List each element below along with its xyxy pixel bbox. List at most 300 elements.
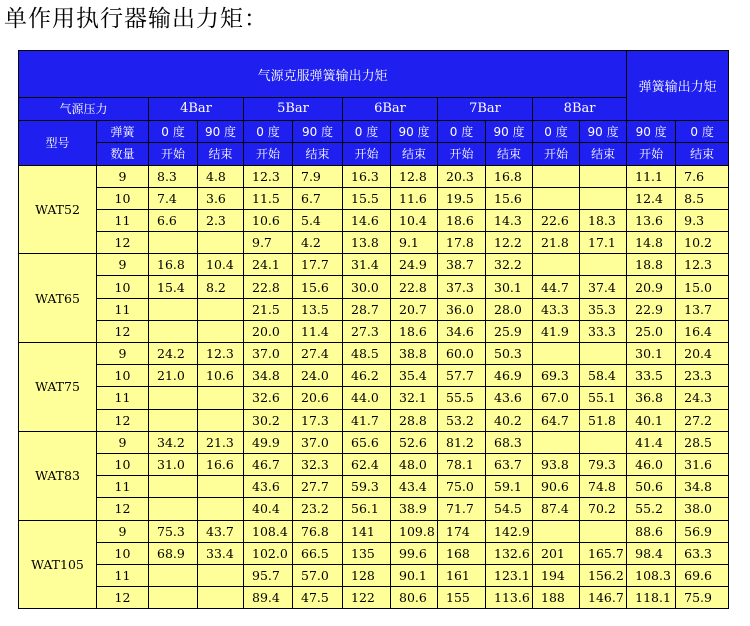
spring-count-cell: 11 xyxy=(97,387,149,409)
torque-value-cell: 201 xyxy=(533,542,580,564)
torque-value-cell: 40.1 xyxy=(627,409,676,431)
torque-value-cell: 37.0 xyxy=(244,343,293,365)
torque-value-cell: 25.9 xyxy=(486,320,533,342)
torque-value-cell: 70.2 xyxy=(580,498,627,520)
torque-value-cell: 16.4 xyxy=(676,320,729,342)
torque-value-cell: 24.2 xyxy=(149,343,198,365)
torque-value-cell: 161 xyxy=(438,564,486,586)
torque-value-cell: 79.3 xyxy=(580,453,627,475)
start-header: 开始 xyxy=(244,143,293,166)
torque-value-cell: 113.6 xyxy=(486,587,533,609)
torque-value-cell: 10.2 xyxy=(676,232,729,254)
torque-value-cell: 16.8 xyxy=(486,165,533,187)
torque-value-cell: 27.3 xyxy=(343,320,391,342)
torque-value-cell: 37.4 xyxy=(580,276,627,298)
torque-value-cell: 67.0 xyxy=(533,387,580,409)
torque-value-cell xyxy=(198,564,244,586)
model-name-cell: WAT83 xyxy=(19,431,97,520)
torque-value-cell: 43.6 xyxy=(486,387,533,409)
torque-value-cell: 28.8 xyxy=(391,409,438,431)
torque-value-cell: 63.7 xyxy=(486,453,533,475)
torque-value-cell: 17.7 xyxy=(293,254,343,276)
torque-value-cell xyxy=(580,343,627,365)
torque-value-cell: 30.0 xyxy=(343,276,391,298)
torque-value-cell: 3.6 xyxy=(198,187,244,209)
deg90-header: 90 度 xyxy=(580,120,627,143)
table-row xyxy=(19,431,729,453)
torque-value-cell: 156.2 xyxy=(580,564,627,586)
end-header: 结束 xyxy=(580,143,627,166)
deg0-header: 0 度 xyxy=(149,120,198,143)
torque-value-cell: 46.0 xyxy=(627,453,676,475)
torque-value-cell xyxy=(149,320,198,342)
torque-value-cell: 30.1 xyxy=(486,276,533,298)
torque-value-cell xyxy=(533,343,580,365)
table-row xyxy=(19,520,729,542)
torque-value-cell xyxy=(533,165,580,187)
torque-value-cell: 9.1 xyxy=(391,232,438,254)
torque-value-cell: 78.1 xyxy=(438,453,486,475)
torque-value-cell: 23.2 xyxy=(293,498,343,520)
torque-value-cell: 27.4 xyxy=(293,343,343,365)
torque-value-cell: 15.5 xyxy=(343,187,391,209)
torque-value-cell: 16.6 xyxy=(198,453,244,475)
torque-value-cell: 63.3 xyxy=(676,542,729,564)
torque-value-cell: 24.1 xyxy=(244,254,293,276)
torque-value-cell: 4.2 xyxy=(293,232,343,254)
torque-value-cell: 11.1 xyxy=(627,165,676,187)
torque-value-cell: 81.2 xyxy=(438,431,486,453)
torque-table xyxy=(18,50,729,609)
start-header: 开始 xyxy=(149,143,198,166)
torque-value-cell: 9.7 xyxy=(244,232,293,254)
torque-value-cell xyxy=(580,165,627,187)
torque-value-cell: 13.8 xyxy=(343,232,391,254)
spring-count-cell: 12 xyxy=(97,409,149,431)
torque-value-cell: 108.4 xyxy=(244,520,293,542)
torque-value-cell: 32.6 xyxy=(244,387,293,409)
torque-value-cell: 56.9 xyxy=(676,520,729,542)
end-header: 结束 xyxy=(293,143,343,166)
torque-value-cell: 22.9 xyxy=(627,298,676,320)
torque-value-cell: 155 xyxy=(438,587,486,609)
torque-value-cell: 35.4 xyxy=(391,365,438,387)
spring-count-cell: 10 xyxy=(97,542,149,564)
torque-value-cell xyxy=(580,520,627,542)
torque-value-cell: 123.1 xyxy=(486,564,533,586)
torque-value-cell xyxy=(198,387,244,409)
torque-value-cell: 2.3 xyxy=(198,209,244,231)
torque-value-cell xyxy=(198,320,244,342)
torque-value-cell: 16.3 xyxy=(343,165,391,187)
torque-value-cell: 55.1 xyxy=(580,387,627,409)
torque-value-cell: 12.2 xyxy=(486,232,533,254)
spring-count-cell: 11 xyxy=(97,564,149,586)
torque-value-cell: 55.2 xyxy=(627,498,676,520)
torque-value-cell: 12.3 xyxy=(676,254,729,276)
table-row xyxy=(19,254,729,276)
torque-value-cell: 43.6 xyxy=(244,476,293,498)
spring-count-cell: 11 xyxy=(97,298,149,320)
table-row xyxy=(19,453,729,475)
table-row xyxy=(19,542,729,564)
torque-value-cell: 21.8 xyxy=(533,232,580,254)
torque-value-cell: 58.4 xyxy=(580,365,627,387)
start-header: 开始 xyxy=(438,143,486,166)
torque-value-cell: 31.0 xyxy=(149,453,198,475)
torque-value-cell xyxy=(198,476,244,498)
torque-value-cell xyxy=(149,476,198,498)
torque-value-cell: 43.3 xyxy=(533,298,580,320)
torque-value-cell: 20.6 xyxy=(293,387,343,409)
torque-value-cell: 75.3 xyxy=(149,520,198,542)
deg90-header: 90 度 xyxy=(391,120,438,143)
torque-value-cell xyxy=(580,431,627,453)
pressure-8bar-header: 8Bar xyxy=(533,98,627,121)
deg90-header: 90 度 xyxy=(627,120,676,143)
torque-value-cell xyxy=(149,232,198,254)
table-row xyxy=(19,476,729,498)
torque-value-cell: 64.7 xyxy=(533,409,580,431)
torque-value-cell: 20.0 xyxy=(244,320,293,342)
torque-value-cell: 31.6 xyxy=(676,453,729,475)
spring-count-cell: 9 xyxy=(97,254,149,276)
torque-value-cell: 11.4 xyxy=(293,320,343,342)
table-row xyxy=(19,387,729,409)
torque-value-cell: 15.6 xyxy=(486,187,533,209)
torque-value-cell: 17.3 xyxy=(293,409,343,431)
torque-value-cell: 69.6 xyxy=(676,564,729,586)
torque-value-cell xyxy=(533,187,580,209)
torque-value-cell: 18.6 xyxy=(391,320,438,342)
torque-value-cell: 80.6 xyxy=(391,587,438,609)
torque-value-cell: 10.4 xyxy=(391,209,438,231)
spring-count-cell: 11 xyxy=(97,476,149,498)
torque-value-cell: 44.7 xyxy=(533,276,580,298)
torque-value-cell: 34.8 xyxy=(676,476,729,498)
spring-count-cell: 12 xyxy=(97,232,149,254)
torque-value-cell: 57.0 xyxy=(293,564,343,586)
torque-value-cell: 46.2 xyxy=(343,365,391,387)
torque-value-cell: 15.4 xyxy=(149,276,198,298)
torque-value-cell: 135 xyxy=(343,542,391,564)
torque-value-cell: 68.9 xyxy=(149,542,198,564)
model-name-cell: WAT75 xyxy=(19,343,97,432)
torque-value-cell: 14.6 xyxy=(343,209,391,231)
torque-value-cell: 54.5 xyxy=(486,498,533,520)
torque-value-cell: 46.7 xyxy=(244,453,293,475)
torque-value-cell: 21.3 xyxy=(198,431,244,453)
torque-value-cell: 57.7 xyxy=(438,365,486,387)
start-header: 开始 xyxy=(533,143,580,166)
torque-value-cell: 37.3 xyxy=(438,276,486,298)
torque-value-cell: 27.2 xyxy=(676,409,729,431)
spring-qty-header-line2: 数量 xyxy=(97,143,149,166)
end-header: 结束 xyxy=(676,143,729,166)
torque-value-cell: 43.7 xyxy=(198,520,244,542)
torque-value-cell xyxy=(198,409,244,431)
torque-value-cell: 25.0 xyxy=(627,320,676,342)
torque-value-cell: 28.7 xyxy=(343,298,391,320)
torque-value-cell: 8.5 xyxy=(676,187,729,209)
torque-value-cell: 36.8 xyxy=(627,387,676,409)
torque-value-cell: 14.3 xyxy=(486,209,533,231)
torque-value-cell: 20.3 xyxy=(438,165,486,187)
torque-value-cell: 76.8 xyxy=(293,520,343,542)
torque-value-cell: 11.6 xyxy=(391,187,438,209)
torque-value-cell: 38.8 xyxy=(391,343,438,365)
torque-value-cell: 93.8 xyxy=(533,453,580,475)
start-header: 开始 xyxy=(343,143,391,166)
end-header: 结束 xyxy=(198,143,244,166)
torque-value-cell: 12.4 xyxy=(627,187,676,209)
torque-value-cell: 10.4 xyxy=(198,254,244,276)
torque-value-cell: 24.0 xyxy=(293,365,343,387)
torque-value-cell: 33.4 xyxy=(198,542,244,564)
torque-value-cell xyxy=(533,431,580,453)
torque-value-cell xyxy=(149,587,198,609)
torque-value-cell: 22.8 xyxy=(244,276,293,298)
table-row xyxy=(19,232,729,254)
spring-count-cell: 10 xyxy=(97,276,149,298)
torque-value-cell: 53.2 xyxy=(438,409,486,431)
end-header: 结束 xyxy=(391,143,438,166)
torque-value-cell: 13.6 xyxy=(627,209,676,231)
torque-value-cell: 109.8 xyxy=(391,520,438,542)
table-row xyxy=(19,165,729,187)
torque-value-cell: 66.5 xyxy=(293,542,343,564)
torque-value-cell: 4.8 xyxy=(198,165,244,187)
model-header: 型号 xyxy=(19,120,97,165)
table-row xyxy=(19,498,729,520)
table-row xyxy=(19,320,729,342)
torque-value-cell: 99.6 xyxy=(391,542,438,564)
torque-value-cell: 128 xyxy=(343,564,391,586)
torque-value-cell xyxy=(533,254,580,276)
torque-value-cell: 33.5 xyxy=(627,365,676,387)
torque-value-cell: 62.4 xyxy=(343,453,391,475)
torque-value-cell: 95.7 xyxy=(244,564,293,586)
torque-value-cell: 12.3 xyxy=(244,165,293,187)
torque-value-cell: 13.7 xyxy=(676,298,729,320)
torque-value-cell: 38.7 xyxy=(438,254,486,276)
torque-value-cell: 37.0 xyxy=(293,431,343,453)
table-row xyxy=(19,587,729,609)
torque-value-cell: 34.8 xyxy=(244,365,293,387)
torque-value-cell: 142.9 xyxy=(486,520,533,542)
air-overcome-header: 气源克服弹簧输出力矩 xyxy=(19,51,627,98)
model-name-cell: WAT52 xyxy=(19,165,97,254)
table-row xyxy=(19,209,729,231)
torque-value-cell: 52.6 xyxy=(391,431,438,453)
torque-value-cell: 69.3 xyxy=(533,365,580,387)
model-name-cell: WAT105 xyxy=(19,520,97,609)
torque-value-cell: 87.4 xyxy=(533,498,580,520)
torque-value-cell: 50.3 xyxy=(486,343,533,365)
torque-value-cell: 168 xyxy=(438,542,486,564)
torque-value-cell: 90.1 xyxy=(391,564,438,586)
torque-value-cell: 8.3 xyxy=(149,165,198,187)
torque-value-cell: 20.7 xyxy=(391,298,438,320)
torque-value-cell xyxy=(149,498,198,520)
torque-value-cell xyxy=(533,520,580,542)
torque-value-cell: 10.6 xyxy=(198,365,244,387)
torque-value-cell xyxy=(198,587,244,609)
torque-value-cell: 122 xyxy=(343,587,391,609)
torque-value-cell: 12.8 xyxy=(391,165,438,187)
spring-count-cell: 9 xyxy=(97,520,149,542)
deg90-header: 90 度 xyxy=(486,120,533,143)
torque-value-cell: 90.6 xyxy=(533,476,580,498)
torque-value-cell: 7.9 xyxy=(293,165,343,187)
torque-value-cell: 38.0 xyxy=(676,498,729,520)
torque-value-cell: 27.7 xyxy=(293,476,343,498)
spring-count-cell: 9 xyxy=(97,431,149,453)
spring-count-cell: 12 xyxy=(97,587,149,609)
torque-value-cell: 51.8 xyxy=(580,409,627,431)
torque-value-cell: 7.4 xyxy=(149,187,198,209)
deg0-header: 0 度 xyxy=(438,120,486,143)
torque-value-cell: 108.3 xyxy=(627,564,676,586)
torque-value-cell: 194 xyxy=(533,564,580,586)
torque-value-cell: 18.3 xyxy=(580,209,627,231)
torque-value-cell: 174 xyxy=(438,520,486,542)
torque-value-cell: 56.1 xyxy=(343,498,391,520)
torque-value-cell: 118.1 xyxy=(627,587,676,609)
end-header: 结束 xyxy=(486,143,533,166)
torque-value-cell: 75.9 xyxy=(676,587,729,609)
torque-value-cell: 40.2 xyxy=(486,409,533,431)
torque-value-cell: 98.4 xyxy=(627,542,676,564)
deg90-header: 90 度 xyxy=(198,120,244,143)
torque-value-cell: 40.4 xyxy=(244,498,293,520)
pressure-5bar-header: 5Bar xyxy=(244,98,343,121)
torque-value-cell: 28.0 xyxy=(486,298,533,320)
torque-value-cell: 18.6 xyxy=(438,209,486,231)
spring-count-cell: 10 xyxy=(97,187,149,209)
spring-count-cell: 10 xyxy=(97,453,149,475)
torque-value-cell: 47.5 xyxy=(293,587,343,609)
torque-value-cell: 15.0 xyxy=(676,276,729,298)
spring-count-cell: 12 xyxy=(97,320,149,342)
torque-value-cell: 24.9 xyxy=(391,254,438,276)
torque-value-cell: 60.0 xyxy=(438,343,486,365)
table-row xyxy=(19,564,729,586)
torque-value-cell xyxy=(580,187,627,209)
torque-value-cell: 17.8 xyxy=(438,232,486,254)
torque-value-cell: 32.1 xyxy=(391,387,438,409)
table-row xyxy=(19,343,729,365)
torque-value-cell: 32.3 xyxy=(293,453,343,475)
torque-value-cell: 41.7 xyxy=(343,409,391,431)
spring-qty-header-line1: 弹簧 xyxy=(97,120,149,143)
spring-count-cell: 12 xyxy=(97,498,149,520)
torque-value-cell: 20.4 xyxy=(676,343,729,365)
table-row xyxy=(19,187,729,209)
torque-value-cell: 32.2 xyxy=(486,254,533,276)
torque-value-cell: 38.9 xyxy=(391,498,438,520)
torque-value-cell: 15.6 xyxy=(293,276,343,298)
air-pressure-header: 气源压力 xyxy=(19,98,149,121)
torque-value-cell: 30.2 xyxy=(244,409,293,431)
torque-value-cell: 33.3 xyxy=(580,320,627,342)
torque-value-cell: 55.5 xyxy=(438,387,486,409)
torque-value-cell: 132.6 xyxy=(486,542,533,564)
pressure-4bar-header: 4Bar xyxy=(149,98,244,121)
torque-value-cell: 49.9 xyxy=(244,431,293,453)
torque-value-cell: 7.6 xyxy=(676,165,729,187)
torque-value-cell: 165.7 xyxy=(580,542,627,564)
torque-value-cell xyxy=(149,564,198,586)
torque-value-cell: 21.0 xyxy=(149,365,198,387)
model-name-cell: WAT65 xyxy=(19,254,97,343)
deg0-header: 0 度 xyxy=(533,120,580,143)
torque-value-cell: 89.4 xyxy=(244,587,293,609)
page-title: 单作用执行器输出力矩： xyxy=(4,6,268,32)
torque-value-cell: 22.8 xyxy=(391,276,438,298)
torque-value-cell: 8.2 xyxy=(198,276,244,298)
torque-value-cell: 19.5 xyxy=(438,187,486,209)
torque-value-cell: 71.7 xyxy=(438,498,486,520)
torque-value-cell: 88.6 xyxy=(627,520,676,542)
torque-value-cell xyxy=(198,498,244,520)
torque-value-cell: 146.7 xyxy=(580,587,627,609)
torque-value-cell: 10.6 xyxy=(244,209,293,231)
torque-value-cell xyxy=(149,387,198,409)
torque-value-cell: 43.4 xyxy=(391,476,438,498)
torque-value-cell: 5.4 xyxy=(293,209,343,231)
torque-value-cell: 68.3 xyxy=(486,431,533,453)
torque-value-cell: 34.2 xyxy=(149,431,198,453)
deg0-header: 0 度 xyxy=(343,120,391,143)
spring-count-cell: 9 xyxy=(97,165,149,187)
torque-value-cell: 141 xyxy=(343,520,391,542)
deg90-header: 90 度 xyxy=(293,120,343,143)
torque-value-cell: 14.8 xyxy=(627,232,676,254)
torque-value-cell: 12.3 xyxy=(198,343,244,365)
torque-value-cell: 36.0 xyxy=(438,298,486,320)
start-header: 开始 xyxy=(627,143,676,166)
torque-value-cell xyxy=(149,409,198,431)
torque-value-cell: 188 xyxy=(533,587,580,609)
torque-value-cell: 50.6 xyxy=(627,476,676,498)
torque-value-cell: 46.9 xyxy=(486,365,533,387)
torque-value-cell: 74.8 xyxy=(580,476,627,498)
torque-value-cell: 21.5 xyxy=(244,298,293,320)
torque-value-cell: 6.6 xyxy=(149,209,198,231)
torque-value-cell: 102.0 xyxy=(244,542,293,564)
torque-value-cell: 59.3 xyxy=(343,476,391,498)
torque-value-cell: 13.5 xyxy=(293,298,343,320)
torque-value-cell: 28.5 xyxy=(676,431,729,453)
torque-value-cell: 6.7 xyxy=(293,187,343,209)
torque-value-cell: 20.9 xyxy=(627,276,676,298)
torque-value-cell: 48.5 xyxy=(343,343,391,365)
torque-value-cell: 44.0 xyxy=(343,387,391,409)
torque-value-cell xyxy=(580,254,627,276)
torque-value-cell: 17.1 xyxy=(580,232,627,254)
torque-value-cell: 23.3 xyxy=(676,365,729,387)
torque-value-cell: 41.9 xyxy=(533,320,580,342)
deg0-header: 0 度 xyxy=(244,120,293,143)
spring-count-cell: 9 xyxy=(97,343,149,365)
torque-value-cell xyxy=(198,298,244,320)
torque-value-cell: 31.4 xyxy=(343,254,391,276)
torque-value-cell: 48.0 xyxy=(391,453,438,475)
pressure-7bar-header: 7Bar xyxy=(438,98,533,121)
spring-count-cell: 10 xyxy=(97,365,149,387)
table-row xyxy=(19,298,729,320)
